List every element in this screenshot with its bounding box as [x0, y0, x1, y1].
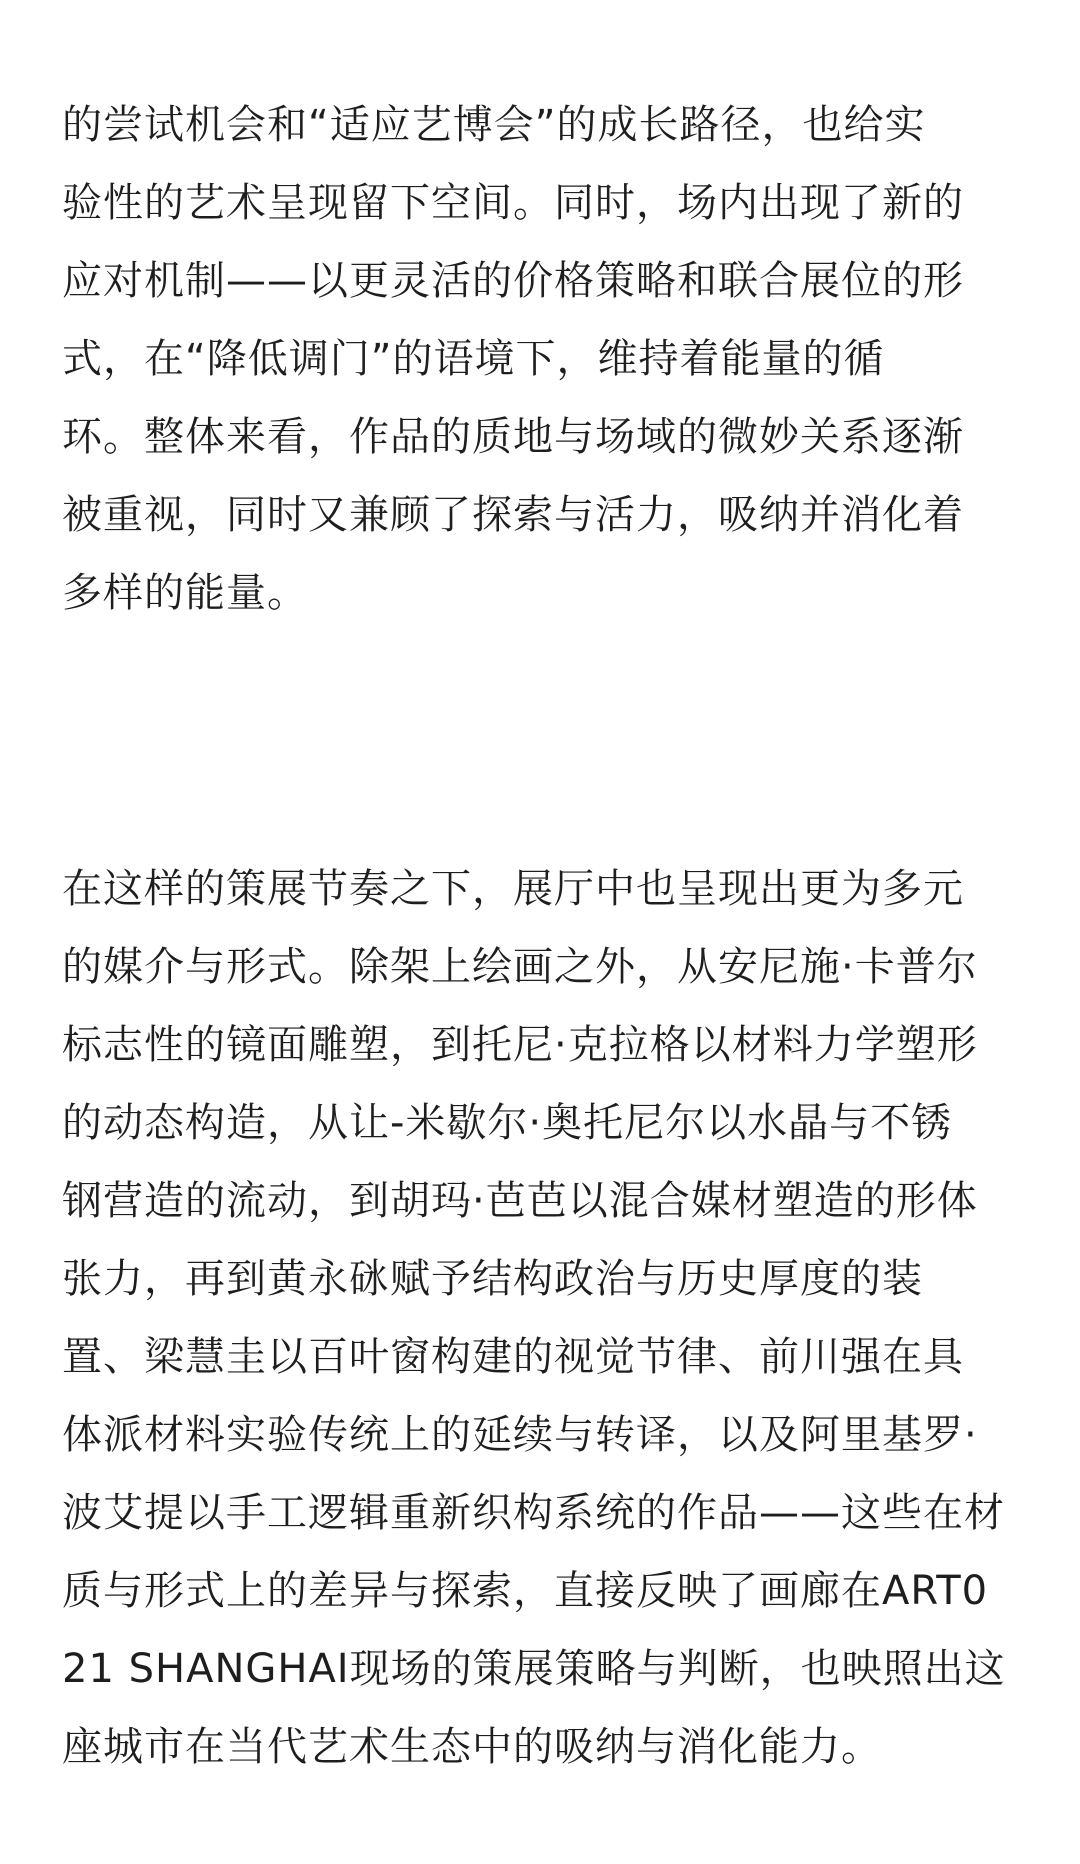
paragraph-line: 的媒介与形式。除架上绘画之外，从安尼施·卡普尔	[62, 944, 978, 990]
paragraph-spacer	[62, 632, 1022, 850]
paragraph-line: 21 SHANGHAI现场的策展策略与判断，也映照出这	[62, 1646, 1006, 1692]
paragraph-line: 验性的艺术呈现留下空间。同时，场内出现了新的	[62, 180, 964, 226]
paragraph-line: 在这样的策展节奏之下，展厅中也呈现出更为多元	[62, 866, 964, 912]
paragraph-line: 多样的能量。	[62, 570, 308, 616]
paragraph-line: 的尝试机会和“适应艺博会”的成长路径，也给实	[62, 102, 926, 148]
paragraph-line: 的动态构造，从让-米歇尔·奥托尼尔以水晶与不锈	[62, 1100, 953, 1146]
paragraph-line: 座城市在当代艺术生态中的吸纳与消化能力。	[62, 1724, 882, 1770]
paragraph-line: 置、梁慧圭以百叶窗构建的视觉节律、前川强在具	[62, 1334, 964, 1380]
paragraph-line: 钢营造的流动，到胡玛·芭芭以混合媒材塑造的形体	[62, 1178, 978, 1224]
paragraph-line: 体派材料实验传统上的延续与转译，以及阿里基罗·	[62, 1412, 978, 1458]
paragraph-line: 波艾提以手工逻辑重新织构系统的作品——这些在材	[62, 1490, 1005, 1536]
paragraph-2	[62, 850, 1022, 1864]
paragraph-line: 式，在“降低调门”的语境下，维持着能量的循	[62, 336, 885, 382]
paragraph-line: 张力，再到黄永砯赋予结构政治与历史厚度的装	[62, 1256, 923, 1302]
paragraph-1	[62, 86, 1022, 632]
article-body	[62, 86, 1022, 1864]
paragraph-line: 环。整体来看，作品的质地与场域的微妙关系逐渐	[62, 414, 964, 460]
paragraph-line	[62, 1786, 1022, 1864]
paragraph-line: 标志性的镜面雕塑，到托尼·克拉格以材料力学塑形	[62, 1022, 978, 1068]
paragraph-line: 质与形式上的差异与探索，直接反映了画廊在ART0	[62, 1568, 989, 1614]
paragraph-line: 被重视，同时又兼顾了探索与活力，吸纳并消化着	[62, 492, 964, 538]
paragraph-line: 应对机制——以更灵活的价格策略和联合展位的形	[62, 258, 964, 304]
